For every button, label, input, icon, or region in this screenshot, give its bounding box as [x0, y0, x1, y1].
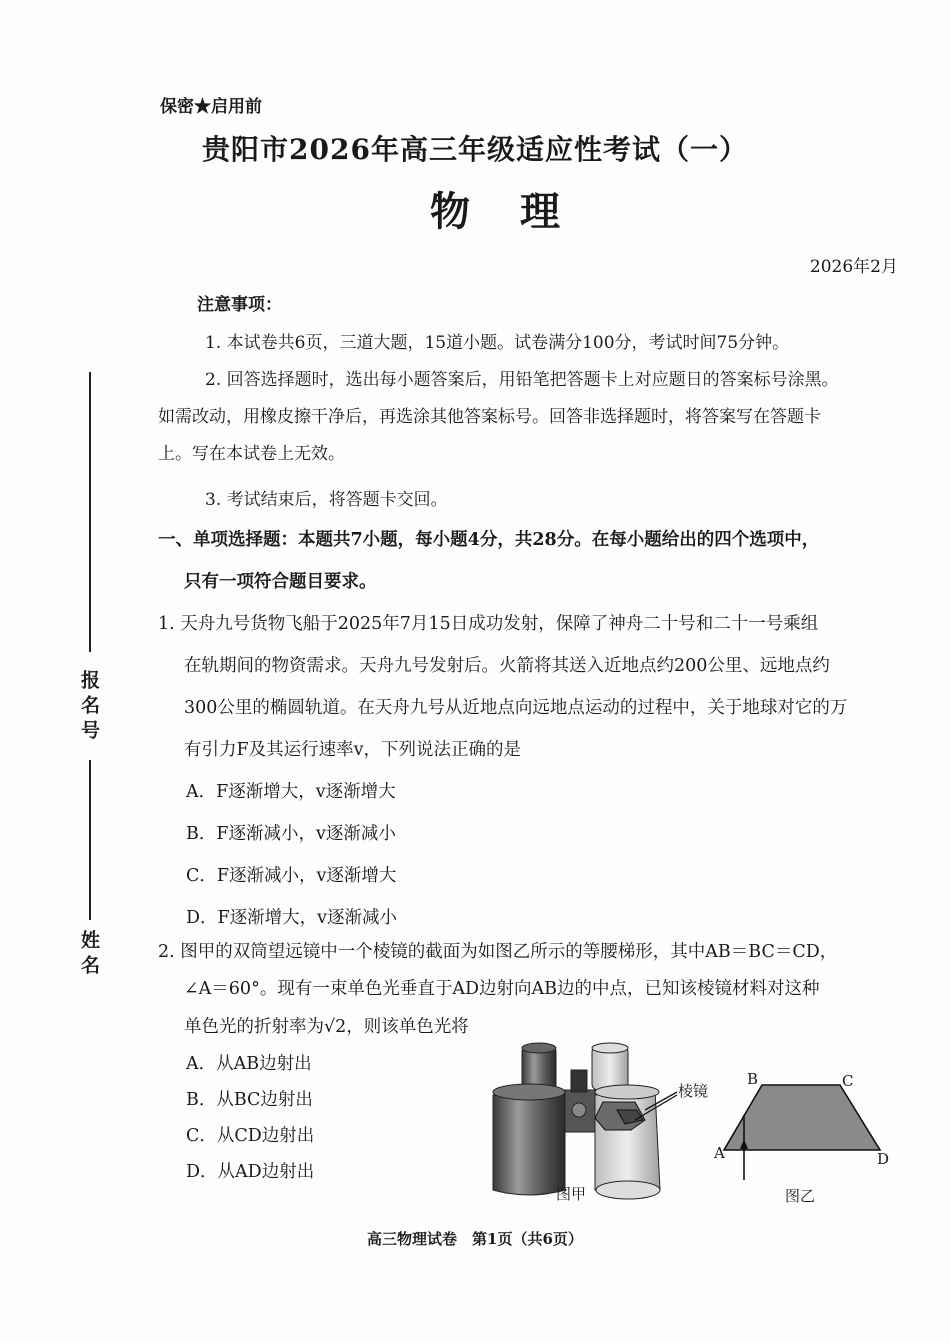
margin-line-exam-number — [89, 372, 91, 652]
q2-line-1: 2. 图甲的双筒望远镜中一个棱镜的截面为如图乙所示的等腰梯形，其中AB＝BC＝CD， — [158, 942, 838, 962]
figure-binoculars — [485, 1040, 735, 1210]
notice-item-1: 1. 本试卷共6页，三道大题，15道小题。试卷满分100分，考试时间75分钟。 — [205, 333, 790, 353]
q1-option-d: D．F逐渐增大，v逐渐减小 — [186, 908, 398, 928]
notice-item-2-line-1: 2. 回答选择题时，选出每小题答案后，用铅笔把答题卡上对应题日的答案标号涂黑。 — [205, 370, 839, 390]
q2-option-b: B．从BC边射出 — [186, 1090, 313, 1110]
notice-heading: 注意事项： — [197, 295, 282, 315]
q2-line-2: ∠A＝60°。现有一束单色光垂直于AD边射向AB边的中点，已知该棱镜材料对这种 — [184, 979, 820, 999]
name-label: 姓名 — [78, 930, 100, 980]
q2-option-a: A．从AB边射出 — [186, 1054, 312, 1074]
notice-item-2-line-2: 如需改动，用橡皮擦干净后，再选涂其他答案标号。回答非选择题时，将答案写在答题卡 — [158, 407, 821, 427]
exam-title: 贵阳市2026年高三年级适应性考试（一） — [202, 133, 748, 166]
vertex-d-label: D — [877, 1150, 890, 1168]
vertex-b-label: B — [747, 1070, 759, 1088]
prism-label: 棱镜 — [678, 1082, 709, 1100]
prism-cross-section — [724, 1085, 880, 1150]
q1-line-1: 1. 天舟九号货物飞船于2025年7月15日成功发射，保障了神舟二十号和二十一号乘组 — [158, 614, 819, 634]
figure-1-caption: 图甲 — [556, 1185, 587, 1203]
q1-line-4: 有引力F及其运行速率v，下列说法正确的是 — [184, 740, 522, 760]
q1-option-b: B．F逐渐减小，v逐渐减小 — [186, 824, 396, 844]
confidential-label: 保密★启用前 — [160, 97, 262, 117]
margin-line-name — [89, 760, 91, 920]
vertex-c-label: C — [842, 1072, 854, 1090]
q1-option-a: A．F逐渐增大，v逐渐增大 — [186, 782, 396, 802]
exam-date: 2026年2月 — [809, 257, 898, 277]
notice-item-2-line-3: 上。写在本试卷上无效。 — [158, 444, 345, 464]
binoculars-illustration — [485, 1040, 735, 1210]
figure-2-caption: 图乙 — [785, 1187, 816, 1205]
q1-line-2: 在轨期间的物资需求。天舟九号发射后。火箭将其送入近地点约200公里、远地点约 — [184, 656, 830, 676]
trapezoid-diagram — [710, 1065, 900, 1185]
figure-trapezoid — [710, 1065, 900, 1185]
q2-option-c: C．从CD边射出 — [186, 1126, 315, 1146]
q2-line-3: 单色光的折射率为√2，则该单色光将 — [184, 1017, 469, 1037]
q2-option-d: D．从AD边射出 — [186, 1162, 315, 1182]
section-1-heading: 一、单项选择题：本题共7小题，每小题4分，共28分。在每小题给出的四个选项中， — [158, 530, 820, 550]
exam-number-label: 报名号 — [78, 670, 100, 745]
subject-title: 物理 — [430, 188, 610, 235]
page-footer: 高三物理试卷 第1页（共6页） — [367, 1230, 583, 1248]
q1-line-3: 300公里的椭圆轨道。在天舟九号从近地点向远地点运动的过程中，关于地球对它的万 — [184, 698, 848, 718]
vertex-a-label: A — [714, 1144, 725, 1162]
section-1-heading-cont: 只有一项符合题目要求。 — [184, 572, 377, 592]
notice-item-3: 3. 考试结束后，将答题卡交回。 — [205, 490, 448, 510]
q1-option-c: C．F逐渐减小，v逐渐增大 — [186, 866, 397, 886]
